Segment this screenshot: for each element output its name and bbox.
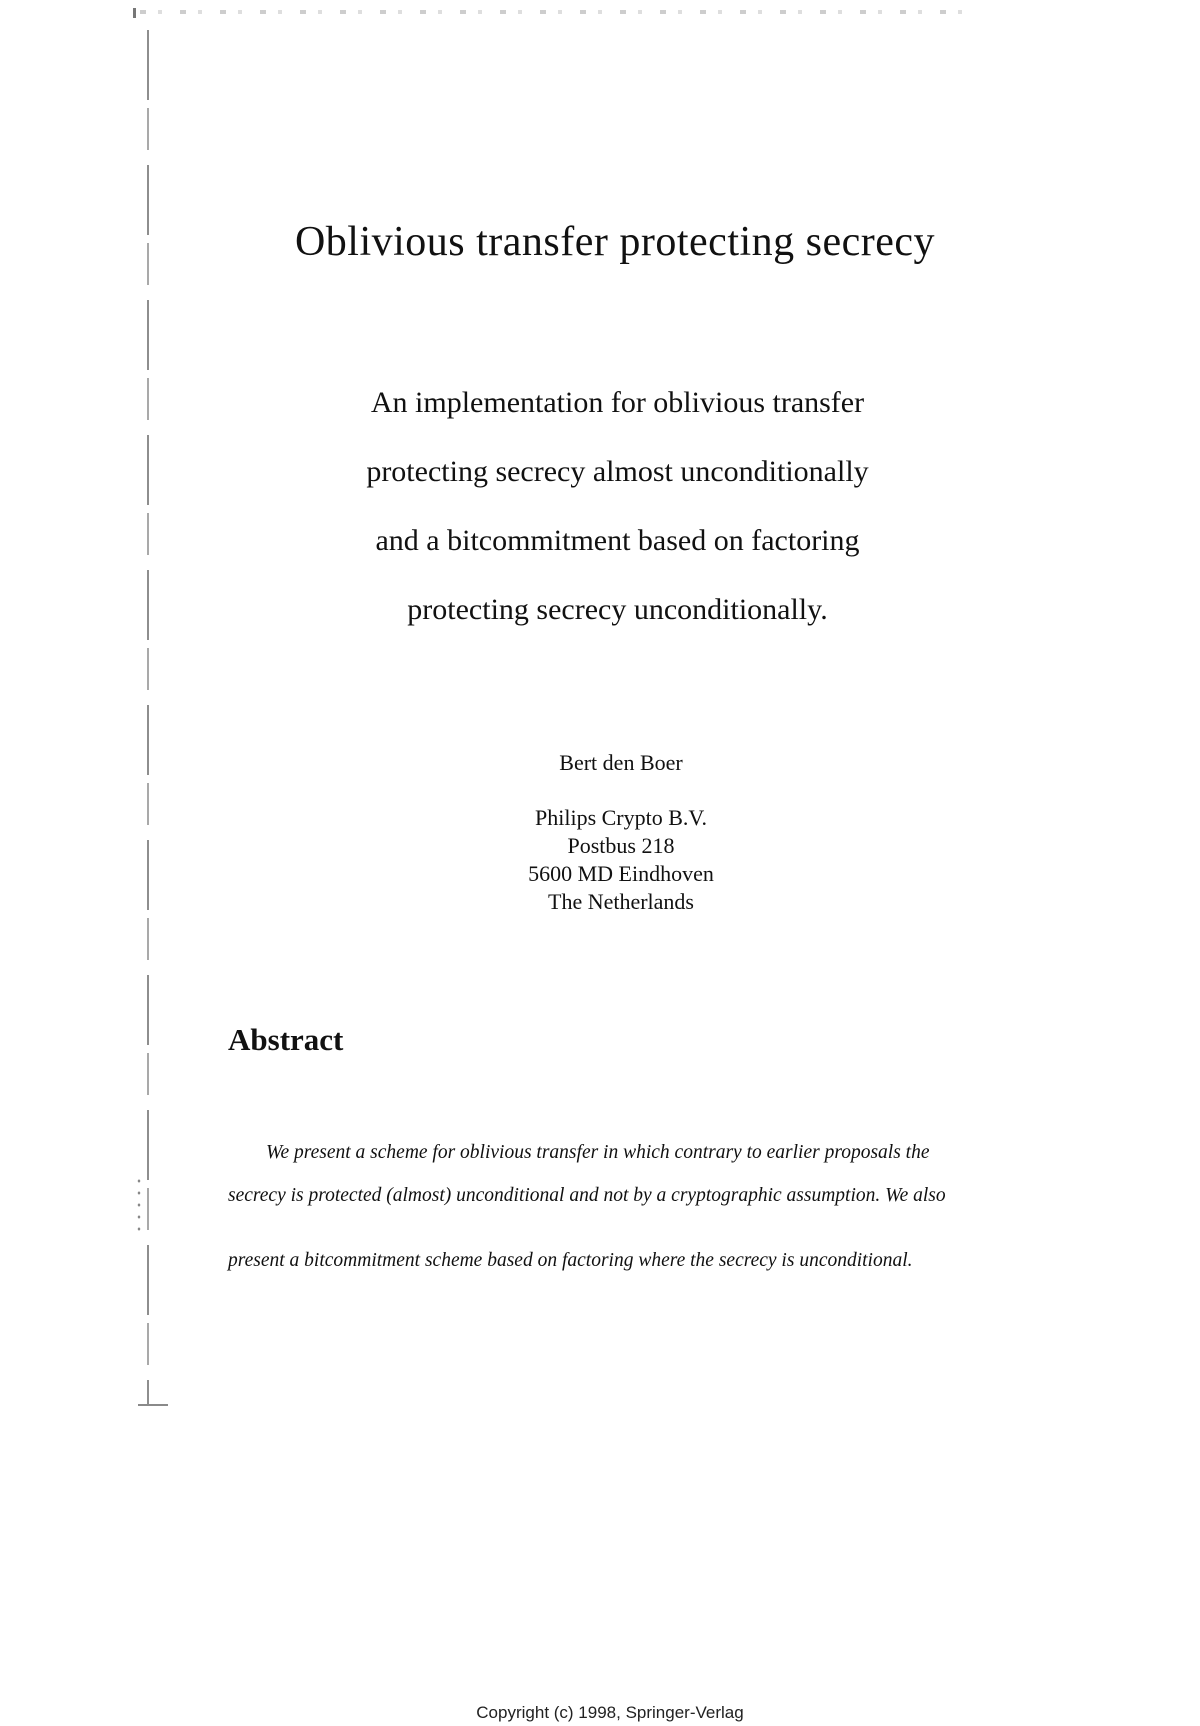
subtitle-line: An implementation for oblivious transfer (370, 386, 865, 419)
author-affiliation (0, 804, 1200, 916)
scan-artifact-top (140, 10, 980, 14)
abstract-line: We present a scheme for oblivious transfer in which contrary to earlier proposals the (266, 1142, 930, 1163)
subtitle-line: and a bitcommitment based on factoring (375, 524, 860, 557)
paper-title: Oblivious transfer protecting secrecy (294, 219, 936, 265)
author-name: Bert den Boer (559, 750, 683, 775)
abstract-line: secrecy is protected (almost) unconditional and not by a cryptographic assumption. We also (228, 1185, 946, 1206)
subtitle-line: protecting secrecy unconditionally. (407, 593, 828, 626)
abstract-line: present a bitcommitment scheme based on factoring where the secrecy is unconditional. (228, 1250, 913, 1271)
scan-artifact-mark (133, 8, 136, 18)
affiliation-line: Philips Crypto B.V. (535, 805, 707, 830)
affiliation-line: Postbus 218 (567, 833, 675, 858)
affiliation-line: The Netherlands (548, 889, 694, 914)
affiliation-line: 5600 MD Eindhoven (528, 861, 714, 886)
scan-artifact-margin-foot (138, 1404, 168, 1406)
scan-artifact-dots (134, 1175, 144, 1235)
copyright-notice: Copyright (c) 1998, Springer-Verlag (476, 1703, 744, 1722)
paper-subtitle (0, 368, 1200, 644)
subtitle-line: protecting secrecy almost unconditionally (366, 455, 869, 488)
abstract-heading: Abstract (228, 1022, 344, 1057)
